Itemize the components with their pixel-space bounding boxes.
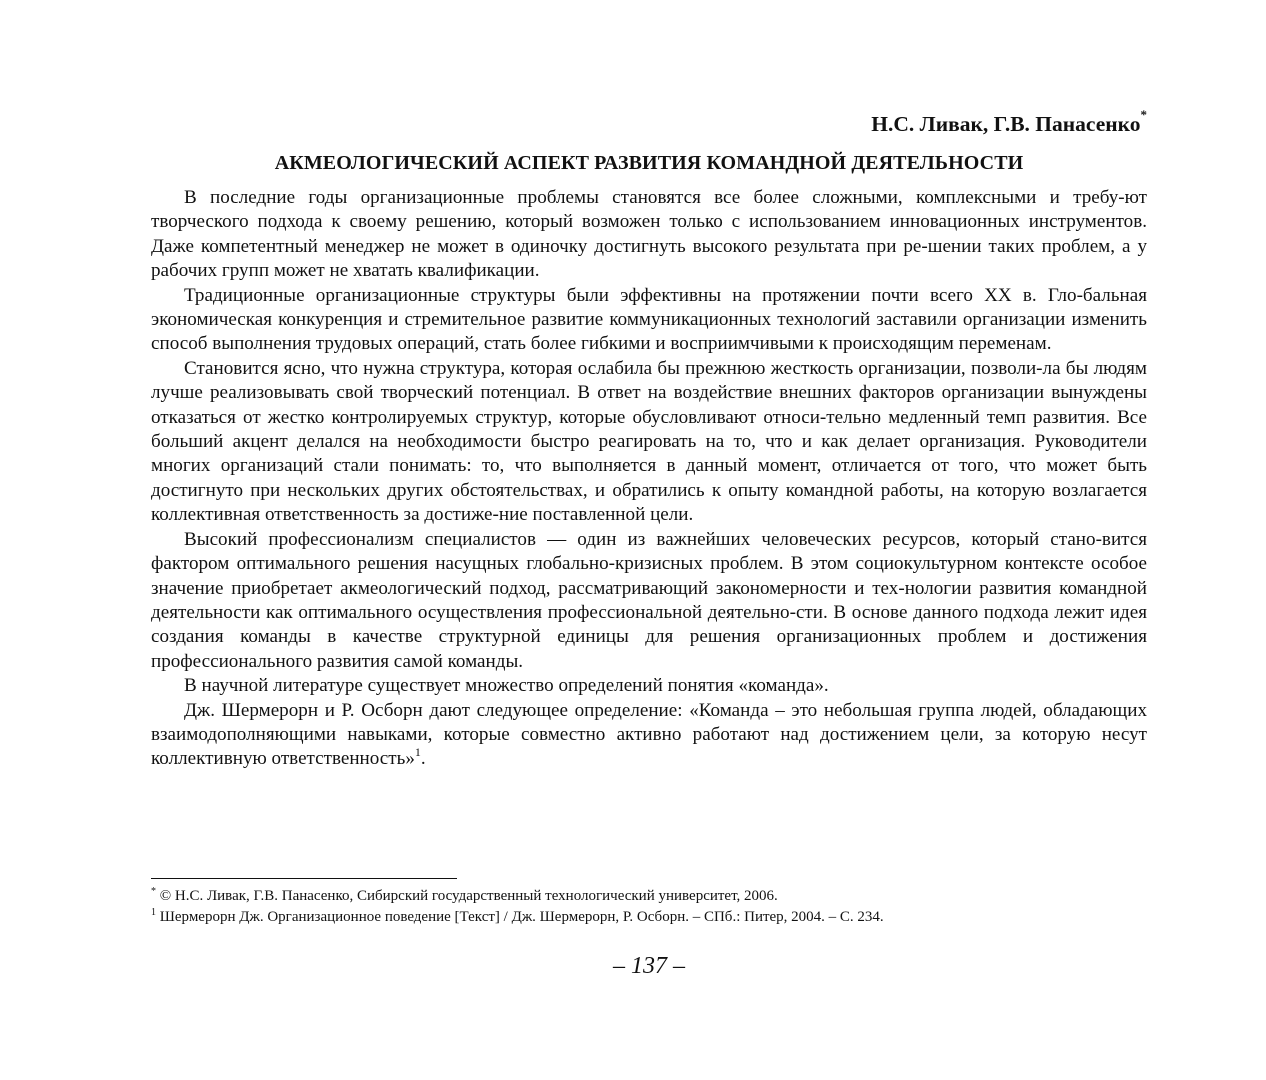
footnote-copyright [151, 886, 1147, 907]
body-paragraph: В последние годы организационные проблемы становятся все более сложными, комплексными и требу-ют творческого подхода к своему решению, который возможен только с использованием инновационных инструментов. Даже компетентный менеджер не может в одиночку достигнуть высокого результата при ре-шении таких проблем, а у рабочих групп может не хватать квалификации. [151, 187, 1147, 282]
document-page [151, 0, 1147, 1080]
authors-footnote-mark: * [1140, 107, 1147, 122]
body-paragraph: Становится ясно, что нужна структура, которая ослабила бы прежнюю жесткость организации, позволи-ла бы людям лучше реализовывать свой творческий потенциал. В ответ на воздействие внешних факторов организации вынуждены отказаться от жестко контролируемых структур, которые обусловливают относи-тельно медленный темп развития. Все больший акцент делался на необходимости быстро реагировать на то, что и как делает организация. Руководители многих организаций стали понимать: то, что выполняется в данный момент, отличается от того, что может быть достигнуто при нескольких других обстоятельствах, и обратились к опыту командной работы, на которую возлагается коллективная ответственность за достиже-ние поставленной цели. [151, 357, 1147, 526]
page-number: – 137 – [613, 953, 685, 979]
footnote-text: © Н.С. Ливак, Г.В. Панасенко, Сибирский государственный технологический университет, 2006. [156, 888, 778, 904]
quote-end: . [420, 748, 426, 770]
footnote-mark: * [151, 886, 156, 897]
article-title: АКМЕОЛОГИЧЕСКИЙ АСПЕКТ РАЗВИТИЯ КОМАНДНОЙ ДЕЯТЕЛЬНОСТИ [274, 152, 1024, 174]
quote-text: Дж. Шермерорн и Р. Осборн дают следующее определение: «Команда – это небольшая группа людей, обладающих взаимодополняющими навыками, которые совместно активно работают над достижением цели, за которую несут коллективную ответственность» [151, 699, 1147, 770]
body-paragraph: Традиционные организационные структуры были эффективны на протяжении почти всего XX в. Гло-бальная экономическая конкуренция и стремительное развитие коммуникационных технологий заставили организации изменить способ выполнения трудовых операций, стать более гибкими и восприимчивыми к происходящим переменам. [151, 284, 1147, 355]
article-body [151, 186, 1147, 772]
authors: Н.С. Ливак, Г.В. Панасенко [871, 112, 1141, 136]
body-paragraph-last [151, 699, 1147, 772]
footnote-reference: 1 [414, 745, 421, 760]
footnote-reference-1 [151, 907, 1147, 928]
body-paragraph: Высокий профессионализм специалистов — один из важнейших человеческих ресурсов, который стано-вится фактором оптимального решения насущных глобально-кризисных проблем. В этом социокультурном контексте особое значение приобретает акмеологический подход, рассматривающий закономерности и тех-нологии развития командной деятельности как оптимального осуществления профессиональной деятельно-сти. В основе данного подхода лежит идея создания команды в качестве структурной единицы для решения организационных проблем и достижения профессионального развития самой команды. [151, 528, 1147, 672]
footnotes [151, 886, 1147, 928]
footnote-divider [151, 878, 457, 879]
body-paragraph: В научной литературе существует множество определений понятия «команда». [184, 675, 829, 697]
footnote-mark: 1 [151, 907, 156, 918]
footnote-text: Шермерорн Дж. Организационное поведение [Текст] / Дж. Шермерорн, Р. Осборн. – СПб.: Питер, 2004. – С. 234. [156, 909, 884, 925]
authors-line [871, 104, 1147, 144]
